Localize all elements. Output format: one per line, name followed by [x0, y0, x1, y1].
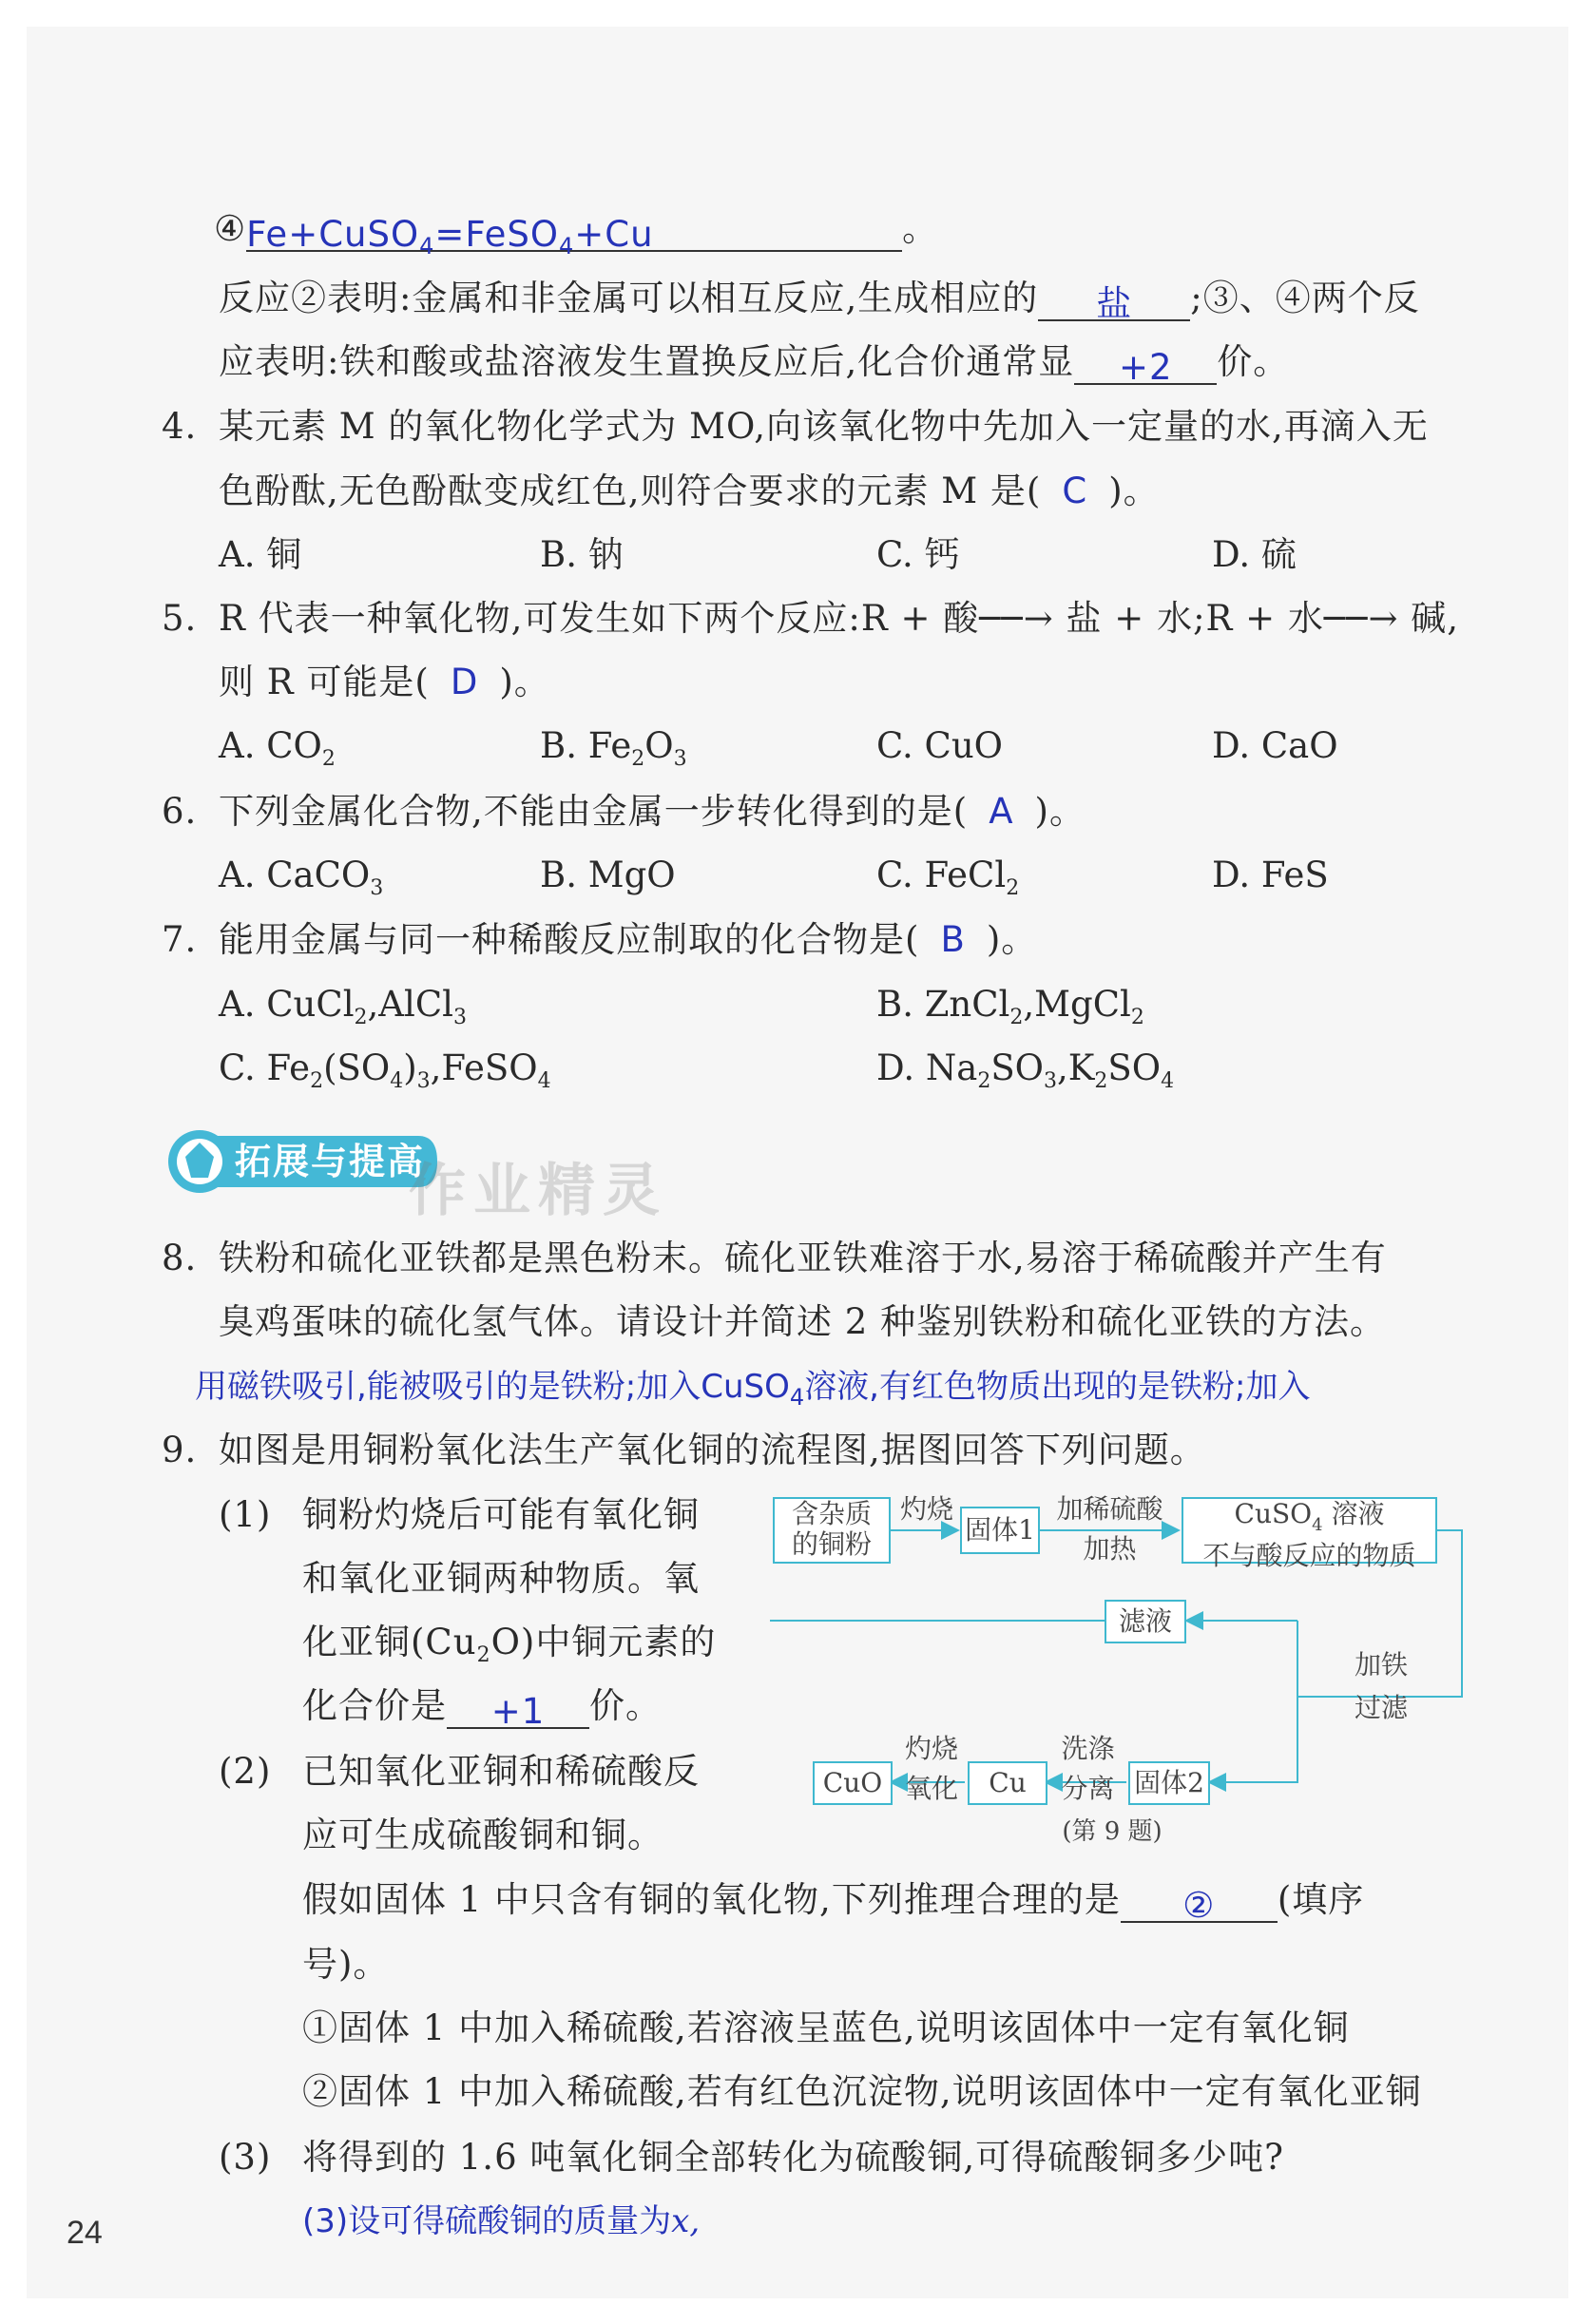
flow-box-result: CuSO$_4$ 溶液 不与酸反应的物质 — [1182, 1497, 1437, 1564]
q9-text: 如图是用铜粉氧化法生产氧化铜的流程图,据图回答下列问题。 — [219, 1430, 1206, 1470]
flow-label-oxidize: 氧化 — [904, 1773, 958, 1804]
q9-part2-option2: ②固体 1 中加入稀硫酸,若有红色沉淀物,说明该固体中一定有氧化亚铜 — [302, 2071, 1422, 2112]
q8-number: 8. — [162, 1238, 198, 1278]
q7-option-b: B. ZnCl$_2$,MgCl$_2$ — [876, 984, 1144, 1029]
q8-text-line2: 臭鸡蛋味的硫化氢气体。请设计并简述 2 种鉴别铁粉和硫化亚铁的方法。 — [219, 1301, 1387, 1342]
q5-option-b: B. $Fe_2O_3$ — [540, 725, 687, 771]
answer-blank-equation — [246, 212, 902, 259]
q7-answer: B — [940, 919, 966, 960]
flow-box-solid2: 固体2 — [1128, 1761, 1210, 1805]
q7-option-c: C. $Fe_2(SO_4)_3,FeSO_4$ — [219, 1047, 551, 1093]
q4-option-a: A. 铜 — [219, 534, 302, 575]
answer-equation: Fe+CuSO$_4$=FeSO$_4$+Cu — [246, 214, 654, 259]
q5-text-line2: 则 R 可能是( D )。 — [219, 662, 550, 702]
q4-number: 4. — [162, 406, 198, 447]
q9-part2-line4: 号)。 — [302, 1944, 390, 1985]
q9-part2-line2: 应可生成硫酸铜和铜。 — [302, 1815, 663, 1855]
flow-box-cu: Cu — [968, 1761, 1047, 1805]
flow-label-add-iron: 加铁 — [1354, 1649, 1408, 1681]
q7-number: 7. — [162, 919, 198, 960]
q9-part3-answer: (3)设可得硫酸铜的质量为x, — [302, 2202, 701, 2240]
q6-answer: A — [989, 791, 1014, 832]
q9-part3-text: 将得到的 1.6 吨氧化铜全部转化为硫酸铜,可得硫酸铜多少吨? — [302, 2137, 1284, 2178]
q9-part1-number: (1) — [219, 1494, 272, 1535]
q6-number: 6. — [162, 791, 198, 832]
flow-label-heat: 加热 — [1083, 1533, 1137, 1565]
q5-answer: D — [450, 662, 479, 702]
flow-label-burn: 灼烧 — [899, 1493, 953, 1525]
q3-conclusion-line1: 反应②表明:金属和非金属可以相互反应,生成相应的 盐 ;③、④两个反 — [219, 278, 1420, 324]
flow-caption: (第 9 题) — [1062, 1817, 1163, 1846]
flow-label-burn2: 灼烧 — [904, 1733, 958, 1764]
q4-option-d: D. 硫 — [1212, 534, 1297, 575]
flow-label-wash: 洗涤 — [1061, 1733, 1115, 1764]
q6-option-b: B. MgO — [540, 855, 676, 895]
q3-line4: ④Fe+CuSO$_4$=FeSO$_4$+Cu 。 — [214, 208, 939, 259]
answer-blank-valence: +2 — [1074, 345, 1217, 385]
q9-part2-line3: 假如固体 1 中只含有铜的氧化物,下列推理合理的是 ② (填序 — [302, 1879, 1365, 1926]
flow-box-solid1: 固体1 — [960, 1507, 1040, 1554]
q5-number: 5. — [162, 598, 198, 639]
q6-text: 下列金属化合物,不能由金属一步转化得到的是( A )。 — [219, 791, 1086, 832]
flow-box-raw-copper: 含杂质 的铜粉 — [773, 1497, 891, 1564]
q7-option-a: A. CuCl$_2$,AlCl$_3$ — [219, 984, 467, 1029]
q9-part2-number: (2) — [219, 1751, 272, 1792]
q8-text-line1: 铁粉和硫化亚铁都是黑色粉末。硫化亚铁难溶于水,易溶于稀硫酸并产生有 — [219, 1238, 1387, 1278]
q9-part2-option1: ①固体 1 中加入稀硫酸,若溶液呈蓝色,说明该固体中一定有氧化铜 — [302, 2007, 1350, 2048]
q5-text-line1: R 代表一种氧化物,可发生如下两个反应:R + 酸──→ 盐 + 水;R + 水──→ 碱, — [219, 598, 1459, 639]
q9-number: 9. — [162, 1430, 198, 1470]
q9-part1-line1: 铜粉灼烧后可能有氧化铜 — [302, 1494, 700, 1535]
watermark-text: 作业精灵 — [409, 1158, 667, 1224]
flow-box-filtrate: 滤液 — [1105, 1600, 1186, 1643]
answer-blank-salt: 盐 — [1038, 281, 1190, 321]
q4-text-line1: 某元素 M 的氧化物化学式为 MO,向该氧化物中先加入一定量的水,再滴入无 — [219, 406, 1429, 447]
q4-text-line2: 色酚酞,无色酚酞变成红色,则符合要求的元素 M 是( C )。 — [219, 471, 1160, 511]
flow-label-separate: 分离 — [1061, 1773, 1115, 1804]
q4-option-c: C. 钙 — [876, 534, 960, 575]
flow-box-cuo: CuO — [813, 1761, 893, 1805]
q6-option-d: D. FeS — [1212, 855, 1329, 895]
q9-part1-line3: 化亚铜$(Cu_2O)$中铜元素的 — [302, 1622, 717, 1667]
q5-option-d: D. CaO — [1212, 725, 1338, 766]
q9-part1-line2: 和氧化亚铜两种物质。氧 — [302, 1558, 700, 1599]
q6-option-a: A. CaCO$_3$ — [219, 855, 384, 900]
answer-blank-reasoning: ② — [1121, 1883, 1278, 1923]
circle-4: ④ — [214, 208, 247, 249]
q8-answer: 用磁铁吸引,能被吸引的是铁粉;加入CuSO$_4$溶液,有红色物质出现的是铁粉;加入 — [195, 1368, 1311, 1411]
q3-conclusion-line2: 应表明:铁和酸或盐溶液发生置换反应后,化合价通常显 +2 价。 — [219, 341, 1290, 388]
section-title: 拓展与提高 — [235, 1141, 426, 1182]
answer-blank-cu2o-valence: +1 — [447, 1689, 589, 1729]
q4-option-b: B. 钠 — [540, 534, 624, 575]
q9-part1-line4: 化合价是 +1 价。 — [302, 1685, 662, 1732]
q7-text: 能用金属与同一种稀酸反应制取的化合物是( B )。 — [219, 919, 1038, 960]
q6-option-c: C. FeCl$_2$ — [876, 855, 1020, 900]
flow-label-acid: 加稀硫酸 — [1056, 1493, 1163, 1525]
q7-option-d: D. $Na_2SO_3,K_2SO_4$ — [876, 1047, 1175, 1093]
q9-part3-number: (3) — [219, 2137, 272, 2178]
q4-answer: C — [1062, 471, 1088, 511]
q5-option-c: C. CuO — [876, 725, 1003, 766]
q9-part2-line1: 已知氧化亚铜和稀硫酸反 — [302, 1751, 700, 1792]
page-number: 24 — [67, 2215, 103, 2251]
section-banner — [166, 1128, 442, 1195]
flow-label-filter: 过滤 — [1354, 1692, 1408, 1723]
q5-option-a: A. $CO_2$ — [219, 725, 336, 771]
